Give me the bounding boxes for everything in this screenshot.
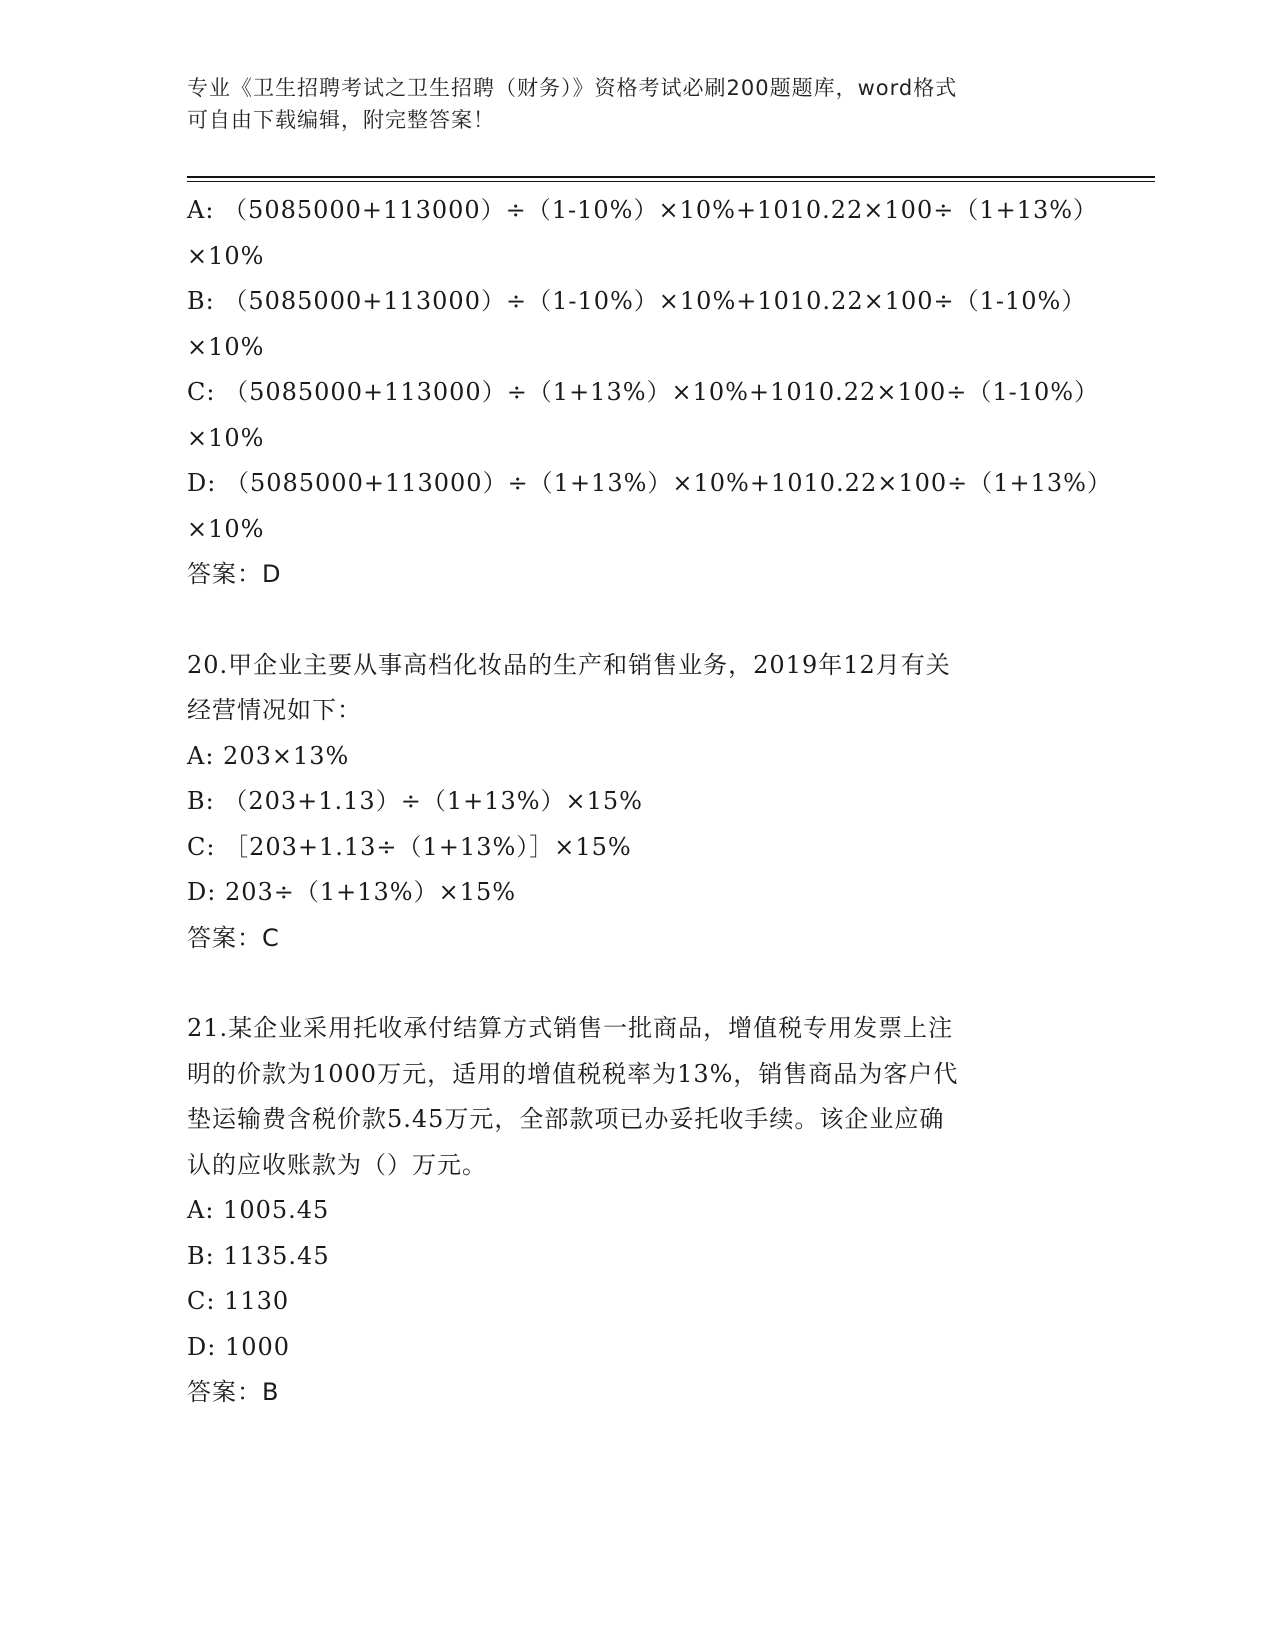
question-stem-line: 21.某企业采用托收承付结算方式销售一批商品，增值税专用发票上注 bbox=[187, 1014, 954, 1042]
question-21 bbox=[187, 1006, 1087, 1416]
question-stem-line: 20.甲企业主要从事高档化妆品的生产和销售业务，2019年12月有关 bbox=[187, 650, 951, 679]
question-20 bbox=[187, 643, 1087, 962]
option-d: D: 1000 bbox=[187, 1332, 291, 1361]
question-stem-line: 经营情况如下： bbox=[187, 696, 362, 724]
question-stem-line: 认的应收账款为（）万元。 bbox=[187, 1150, 487, 1179]
option-b: B: （203+1.13）÷（1+13%）×15% bbox=[187, 787, 643, 815]
question-content bbox=[187, 188, 1112, 1416]
option-line: B: （5085000+113000）÷（1-10%）×10%+1010.22×100÷（1-10%） bbox=[187, 287, 1087, 315]
option-a: A: 203×13% bbox=[187, 741, 350, 770]
document-header bbox=[187, 72, 1067, 136]
question-19-answer: 答案：D bbox=[187, 560, 282, 588]
option-d: D: 203÷（1+13%）×15% bbox=[187, 878, 517, 906]
question-spacer bbox=[187, 598, 1087, 643]
option-line: ×10% bbox=[187, 514, 265, 543]
option-line: ×10% bbox=[187, 423, 265, 452]
header-divider-thin bbox=[187, 181, 1155, 182]
option-b: B: 1135.45 bbox=[187, 1241, 330, 1270]
header-line-2: 可自由下载编辑，附完整答案！ bbox=[187, 108, 495, 132]
option-a: A: 1005.45 bbox=[187, 1196, 330, 1224]
option-c: C: ［203+1.13÷（1+13%）］×15% bbox=[187, 832, 632, 861]
option-line: ×10% bbox=[187, 332, 265, 361]
option-line: A: （5085000+113000）÷（1-10%）×10%+1010.22×100÷（1+13%） bbox=[187, 196, 1099, 224]
option-line: ×10% bbox=[187, 241, 265, 270]
option-line: C: （5085000+113000）÷（1+13%）×10%+1010.22×100÷（1-10%） bbox=[187, 378, 1100, 406]
question-spacer bbox=[187, 961, 1087, 1006]
question-stem-line: 垫运输费含税价款5.45万元，全部款项已办妥托收手续。该企业应确 bbox=[187, 1105, 945, 1133]
header-divider-thick bbox=[187, 176, 1155, 178]
question-stem-line: 明的价款为1000万元，适用的增值税税率为13%，销售商品为客户代 bbox=[187, 1059, 959, 1088]
question-19-options bbox=[187, 188, 1112, 598]
question-20-answer: 答案：C bbox=[187, 923, 280, 952]
question-21-answer: 答案：B bbox=[187, 1378, 280, 1406]
header-line-1: 专业《卫生招聘考试之卫生招聘（财务）》资格考试必刷200题题库，word格式 bbox=[187, 76, 958, 100]
option-c: C: 1130 bbox=[187, 1287, 290, 1315]
option-line: D: （5085000+113000）÷（1+13%）×10%+1010.22×100÷（1+13%） bbox=[187, 469, 1112, 497]
